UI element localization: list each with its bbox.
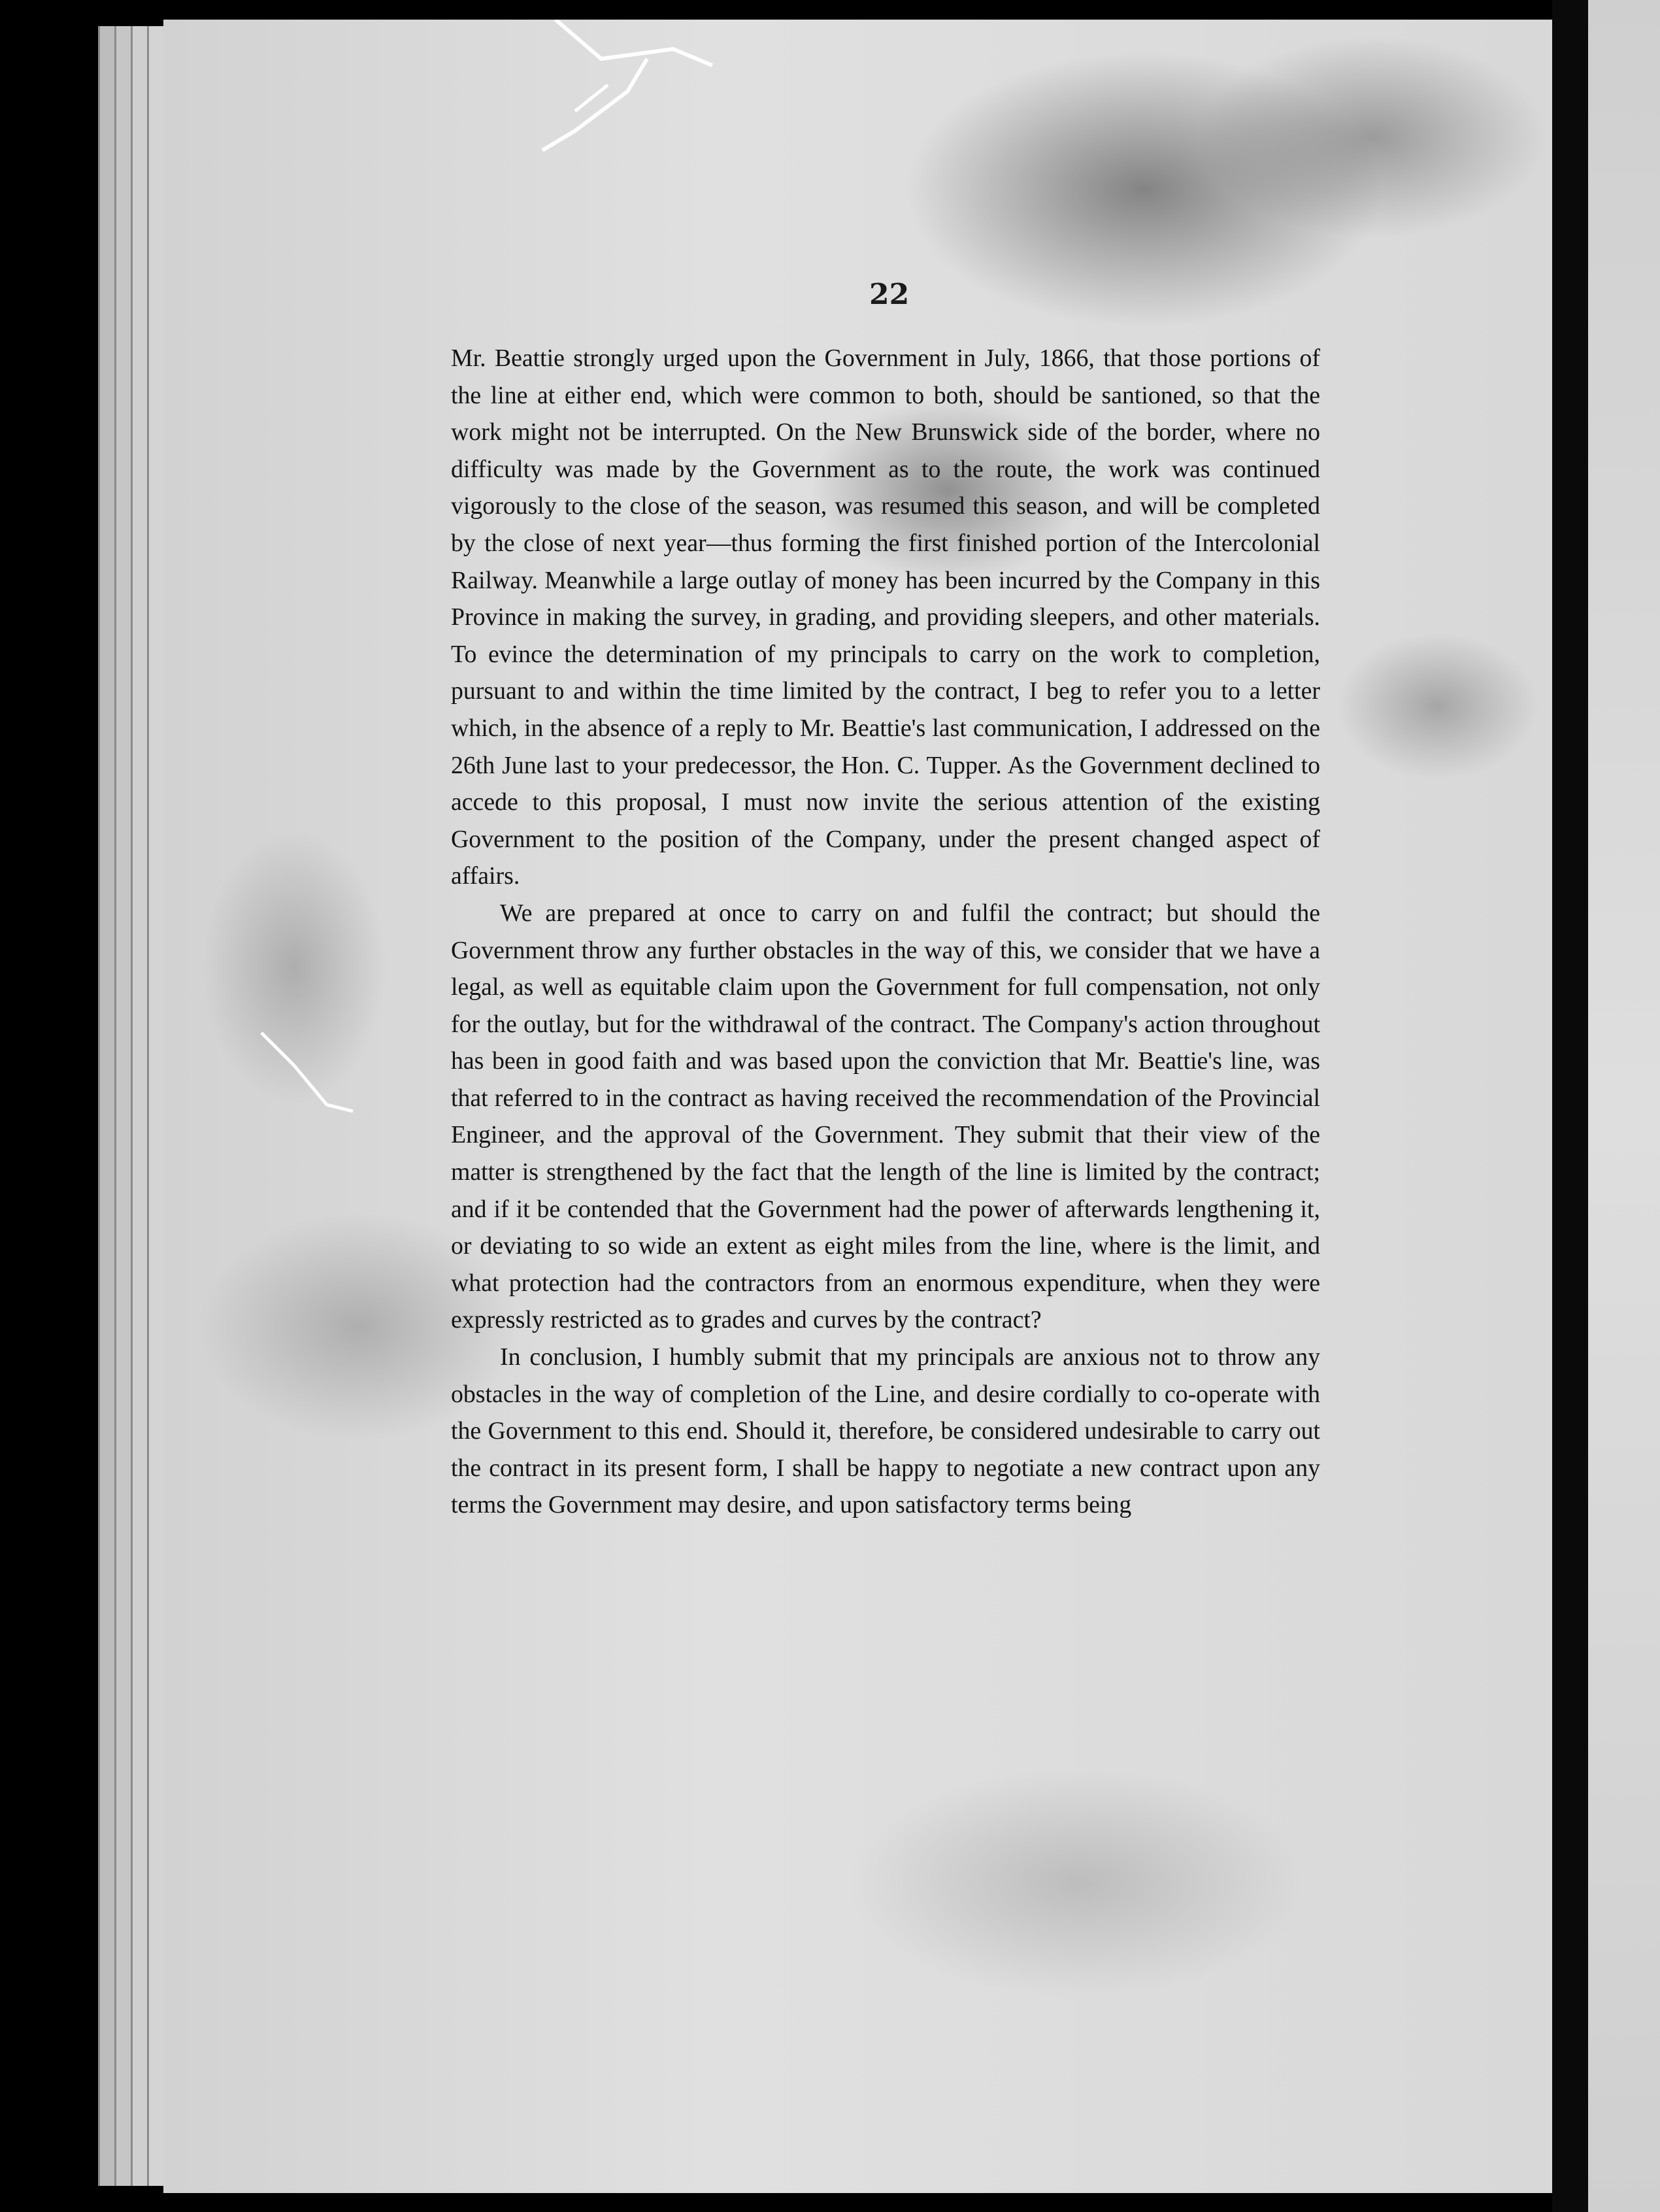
scratch-mark xyxy=(477,20,882,190)
facing-page-edge xyxy=(1588,0,1660,2212)
paragraph: In conclusion, I humbly submit that my principals are anxious not to throw any obstacles in the way of completion of the Line, and desire cordially to co-operate with the Government to this end. Should it, therefore, be considered undesirable to carry out the contract in its present form, I shall be happy to negotiate a new contract upon any terms the Government may desire, and upon satisfactory terms being xyxy=(451,1343,1320,1519)
body-text xyxy=(451,340,1320,1524)
paragraph: Mr. Beattie strongly urged upon the Government in July, 1866, that those portions of the line at either end, which were common to both, should be santioned, so that the work might not be interrupted. On the New Brunswick side of the border, where no difficulty was made by the Government as to the route, the work was continued vigorously to the close of the season, was resumed this season, and will be completed by the close of next year—thus forming the first finished portion of the Intercolonial Railway. Meanwhile a large outlay of money has been incurred by the Company in this Province in making the survey, in grading, and providing sleepers, and other materials. To evince the determination of my principals to carry on the work to completion, pursuant to and within the time limited by the contract, I beg to refer you to a letter which, in the absence of a reply to Mr. Beattie's last communication, I addressed on the 26th June last to your predecessor, the Hon. C. Tupper. As the Government declined to accede to this proposal, I must now invite the serious attention of the existing Government to the position of the Company, under the present changed aspect of affairs. xyxy=(451,344,1320,890)
scratch-mark xyxy=(255,1026,425,1131)
paragraph: We are prepared at once to carry on and fulfil the contract; but should the Government throw any further obstacles in the way of this, we consider that we have a legal, as well as equitable claim upon the Government for full compensation, not only for the outlay, but for the withdrawal of the contract. The Company's action throughout has been in good faith and was based upon the conviction that Mr. Beattie's line, was that referred to in the contract as having received the recommendation of the Provincial Engineer, and the approval of the Government. They submit that their view of the matter is strengthened by the fact that the length of the line is limited by the contract; and if it be contended that the Government had the power of afterwards lengthening it, or deviating to so wide an extent as eight miles from the line, where is the limit, and what protection had the contractors from an enormous expenditure, when they were expressly restricted as to grades and curves by the contract? xyxy=(451,899,1320,1334)
page-number: 22 xyxy=(869,278,910,311)
binding-shadow xyxy=(1552,0,1588,2212)
